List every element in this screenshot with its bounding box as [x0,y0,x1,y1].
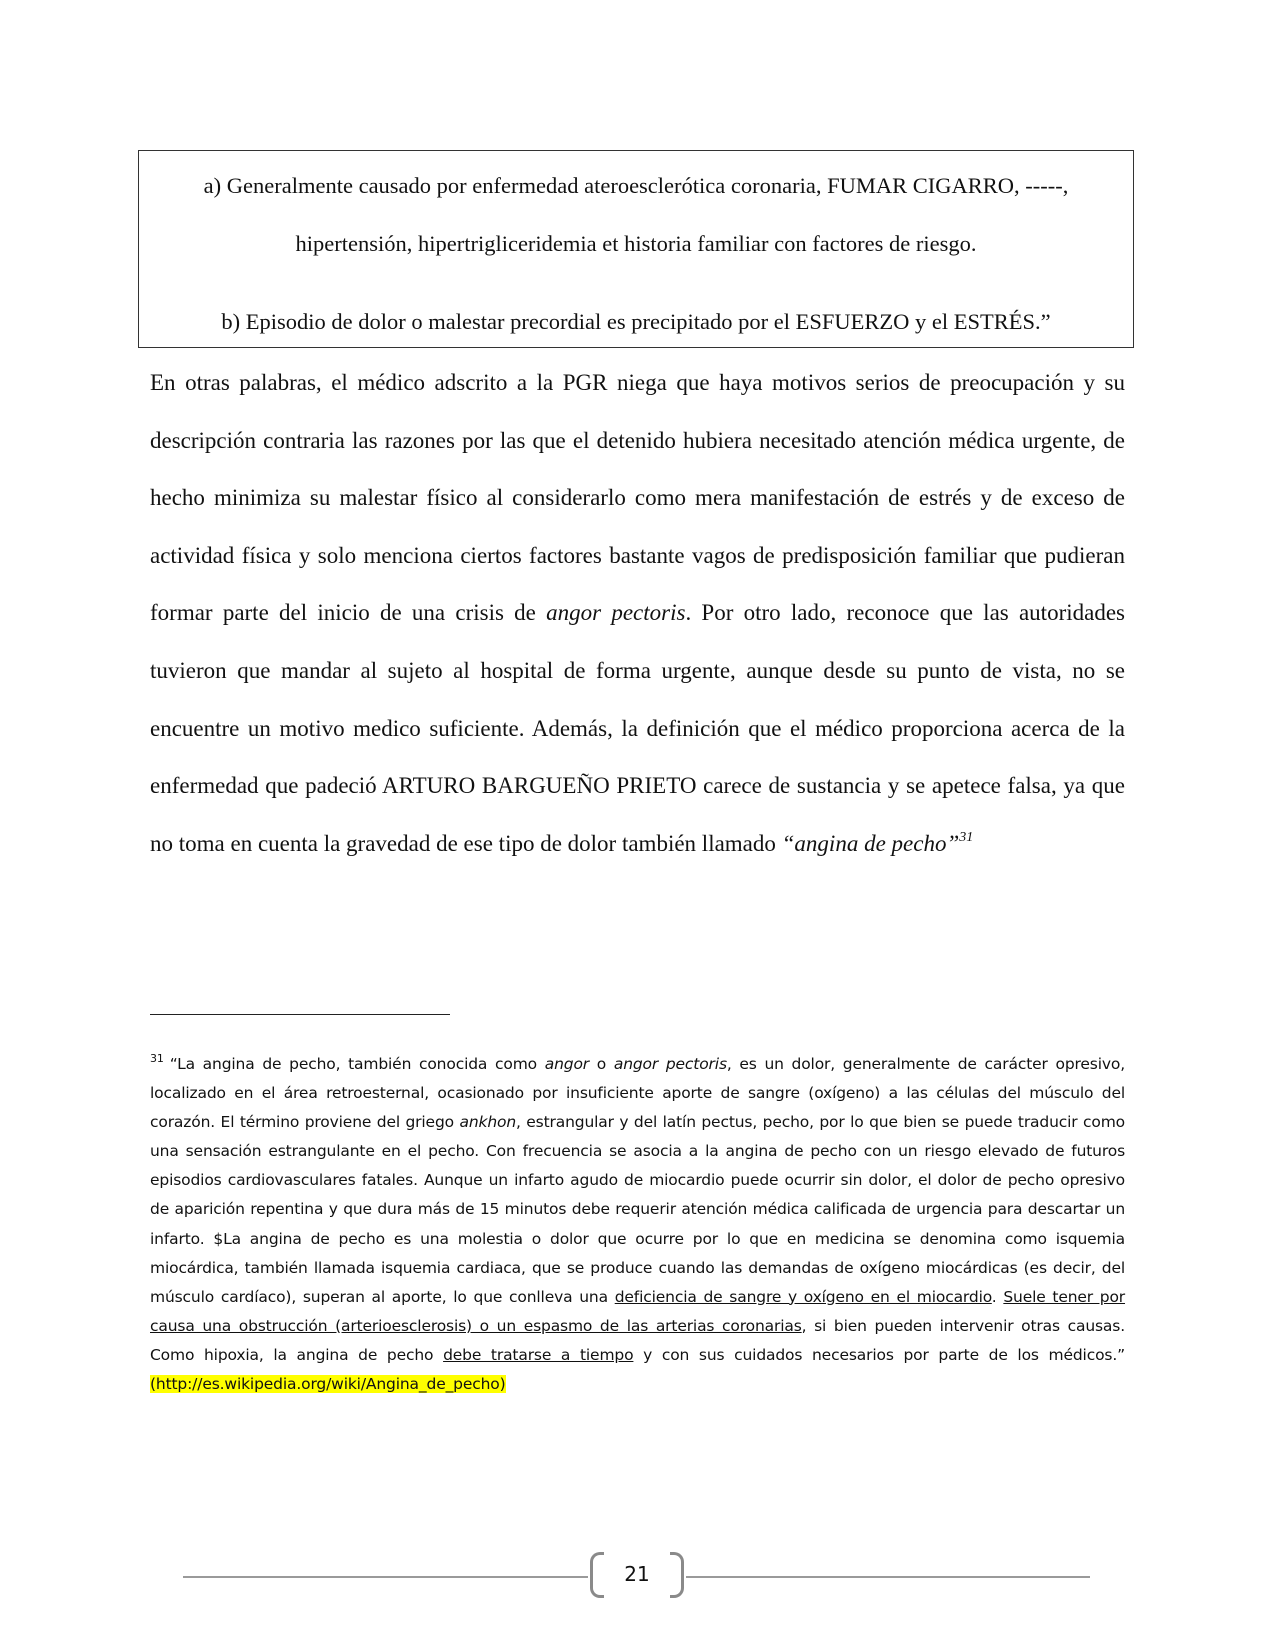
footnote-text: y con sus cuidados necesarios por parte de los médicos.” [633,1345,1125,1364]
footnote-italic: angor pectoris [613,1055,727,1073]
page-number-bracket-left [590,1552,604,1598]
footnote-number: 31 [150,1052,164,1065]
footer-rule-left [183,1576,588,1578]
footnote-text: , estrangular y del latín pectus, pecho, por lo que bien se puede traducir como una sensación estrangulante en el pecho. Con frecuencia se asocia a la angina de pecho con un riesgo elevado de futuros episodios cardiovasculares fatales. Aunque un infarto agudo de miocardio puede ocurrir sin dolor, el dolor de pecho opresivo de aparición repentina y que dura más de 15 minutos debe requerir atención médica calificada de urgencia para descartar un infarto. $La angina de pecho es una molestia o dolor que ocurre por lo que en medicina se denomina como isquemia miocárdica, también llamada isquemia cardiaca, que se produce cuando las demandas de oxígeno miocárdicas (es decir, del músculo cardíaco), superan al aporte, lo que conlleva una [150,1113,1125,1306]
quote-box [138,150,1134,348]
footnote-text: . [991,1287,1004,1306]
body-italic-angina: “angina de pecho” [781,830,960,856]
footnote-text: , es un dolor, generalmente de carácter opresivo, localizado en el área retroesternal, ocasionado por insuficiente aporte de sangre (oxígeno) a las células del músculo del corazón. El término proviene del griego [150,1055,1125,1132]
footnote-underline: Suele tener por causa una obstrucción (arterioesclerosis) o un espasmo de las arterias coronarias [150,1287,1126,1335]
footnote-underline: deficiencia de sangre y oxígeno en el miocardio [614,1287,992,1306]
body-text-part2: . Por otro lado, reconoce que las autoridades tuvieron que mandar al sujeto al hospital de forma urgente, aunque desde su punto de vista, no se encuentre un motivo medico suficiente. Además, la definición que el médico proporciona acerca de la enfermedad que padeció ARTURO BARGUEÑO PRIETO carece de sustancia y se apetece falsa, ya que no toma en cuenta la gravedad de ese tipo de dolor también llamado [150,600,1125,856]
quote-line-b: b) Episodio de dolor o malestar precordial es precipitado por el ESFUERZO y el ESTRÉS.” [221,309,1051,334]
footnote-text: o [589,1055,614,1073]
footnote-italic: angor [544,1055,590,1073]
footnote-text: , si bien pueden intervenir otras causas. Como hipoxia, la angina de pecho [150,1316,1125,1364]
body-italic-angor: angor pectoris [546,600,686,626]
footnote-source-link[interactable]: (http://es.wikipedia.org/wiki/Angina_de_pecho) [150,1375,506,1394]
footnote-underline: debe tratarse a tiempo [443,1345,634,1364]
body-paragraph [150,354,1125,872]
page-number-bracket-right [670,1552,684,1598]
footnote-reference[interactable]: 31 [959,829,974,845]
quote-line-a: a) Generalmente causado por enfermedad ateroesclerótica coronaria, FUMAR CIGARRO, -----, [203,173,1069,198]
footer-rule-right [686,1576,1090,1578]
body-text-part1: En otras palabras, el médico adscrito a la PGR niega que haya motivos serios de preocupación y su descripción contraria las razones por las que el detenido hubiera necesitado atención médica urgente, de hecho minimiza su malestar físico al considerarlo como mera manifestación de estrés y de exceso de actividad física y solo menciona ciertos factores bastante vagos de predisposición familiar que pudieran formar parte del inicio de una crisis de [150,370,1125,626]
footnote-italic: ankhon [459,1113,516,1132]
footnote-text: “La angina de pecho, también conocida como [169,1055,545,1073]
quote-line-a-cont: hipertensión, hipertrigliceridemia et historia familiar con factores de riesgo. [295,231,977,256]
page-number: 21 [624,1562,650,1586]
footnote [150,1050,1125,1399]
footnote-separator [150,1014,450,1015]
